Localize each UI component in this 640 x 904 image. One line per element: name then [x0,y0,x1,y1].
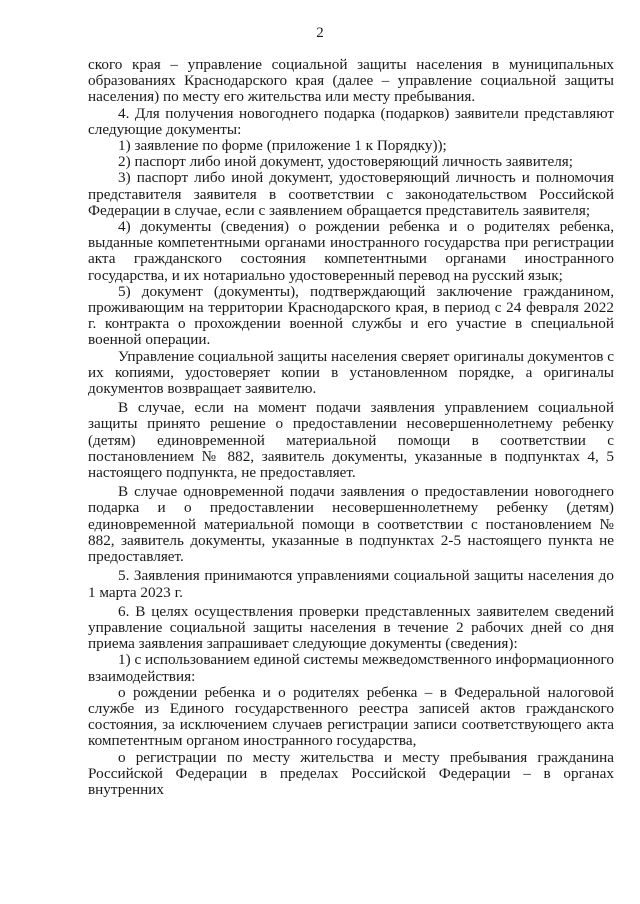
page-number: 2 [316,25,324,41]
subitem-1: 1) с использованием единой системы межведомственного информационного взаимодействия: [88,651,614,685]
subitem-registration-info: о регистрации по месту жительства и месту пребывания гражданина Российской Федерации в пределах Российской Федерации – в органах внутренних [88,748,614,798]
paragraph-verification: Управление социальной защиты населения сверяет оригиналы документов с их копиями, удостоверяет копии в установленном порядке, а оригиналы документов возвращает заявителю. [88,347,614,398]
paragraph-continuation: ского края – управление социальной защиты населения в муниципальных образованиях Краснодарского края (далее – управление социальной защиты населения) по месту его жительства или месту пребывания. [88,56,614,106]
document-body [88,57,614,798]
list-item-5: 5) документ (документы), подтверждающий заключение гражданином, проживающим на территории Краснодарского края, в период с 24 февраля 2022 г. контракта о прохождении военной службы и его участие в специальной военной операции. [88,282,614,349]
list-item-3: 3) паспорт либо иной документ, удостоверяющий личность и полномочия представителя заявителя в соответствии с законодательством Российской Федерации в случае, если с заявлением обращается представитель заявителя; [88,169,614,219]
paragraph-decision-case: В случае, если на момент подачи заявления управлением социальной защиты принято решение о предоставлении несовершеннолетнему ребенку (детям) единовременной материальной помощи в соответствии с постановлением № 882, заявитель документы, указанные в подпунктах 4, 5 настоящего подпункта, не предоставляет. [88,399,614,482]
subitem-birth-info: о рождении ребенка и о родителях ребенка – в Федеральной налоговой службе из Единого государственного реестра записей актов гражданского состояния, за исключением случаев регистрации записи соответствующего акта компетентным органом иностранного государства, [88,683,614,750]
paragraph-item-4: 4. Для получения новогоднего подарка (подарков) заявители представляют следующие документы: [88,104,614,138]
list-item-4: 4) документы (сведения) о рождении ребенка и о родителях ребенка, выданные компетентными органами иностранного государства при регистрации акта гражданского состояния компетентными органами иностранного государства, и их нотариально удостоверенный перевод на русский язык; [88,218,614,284]
paragraph-simultaneous-case: В случае одновременной подачи заявления о предоставлении новогоднего подарка и о предоставлении несовершеннолетнему ребенку (детям) единовременной материальной помощи в соответствии с постановлением № 882, заявитель документы, указанные в подпунктах 2-5 настоящего пункта не предоставляет. [88,483,614,566]
paragraph-item-5: 5. Заявления принимаются управлениями социальной защиты населения до 1 марта 2023 г. [88,567,614,601]
paragraph-item-6: 6. В целях осуществления проверки представленных заявителем сведений управление социальной защиты населения в течение 2 рабочих дней со дня приема заявления запрашивает следующие документы (сведения): [88,602,614,653]
list-item-2: 2) паспорт либо иной документ, удостоверяющий личность заявителя; [118,153,573,171]
list-item-1: 1) заявление по форме (приложение 1 к Порядку)); [118,137,447,155]
